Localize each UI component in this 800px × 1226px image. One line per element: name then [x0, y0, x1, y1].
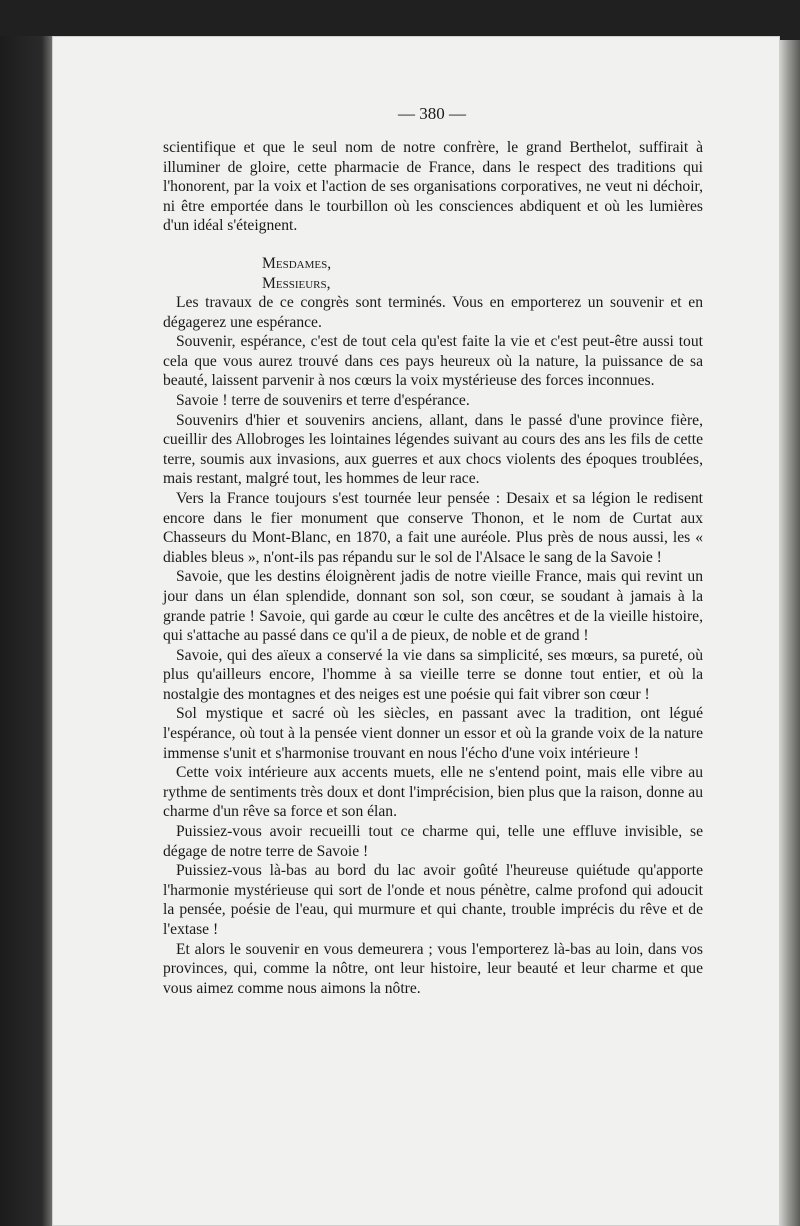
paragraph: Et alors le souvenir en vous demeurera ; vous l'emporterez là-bas au loin, dans vos provinces, qui, comme la nôtre, ont leur histoire, leur beauté et leur charme et que vous aimez comme nous aimons la nôtre.: [163, 940, 703, 997]
paragraph: Puissiez-vous avoir recueilli tout ce charme qui, telle une effluve invisible, se dégage de notre terre de Savoie !: [163, 823, 703, 860]
page-edge-shadow: [780, 40, 800, 1226]
page-number: — 380 —: [398, 104, 466, 123]
paragraph: Cette voix intérieure aux accents muets, elle ne s'entend point, mais elle vibre au rythme de sentiments très doux et dont l'imprécision, bien plus que la raison, donne au charme d'un rêve sa force et son élan.: [163, 764, 703, 821]
salutation-line-2: Messieurs,: [262, 274, 331, 292]
paragraph: Puissiez-vous là-bas au bord du lac avoir goûté l'heureuse quiétude qu'apporte l'harmonie mystérieuse qui sort de l'onde et nous pénètre, calme profond qui adoucit la pensée, poésie de l'eau, qui murmure et qui chante, trouble imprécis du rêve et de l'extase !: [163, 862, 703, 938]
scan-background-left: [0, 36, 52, 1226]
paragraph: Vers la France toujours s'est tournée leur pensée : Desaix et sa légion le redisent encore dans le fier monument que conserve Thonon, et le nom de Curtat aux Chasseurs du Mont-Blanc, en 1870, a fait une auréole. Plus près de nous aussi, les « diables bleus », n'ont-ils pas répandu sur le sol de l'Alsace le sang de la Savoie !: [163, 489, 703, 566]
salutation: [262, 254, 331, 293]
opening-paragraph: [163, 138, 703, 236]
paragraph: Sol mystique et sacré où les siècles, en passant avec la tradition, ont légué l'espérance, où tout à la pensée vient donner un essor et où la grande voix de la nature immense s'unit et s'harmonise trouvant en nous l'écho d'une voix intérieure !: [163, 705, 703, 762]
paragraph: Souvenir, espérance, c'est de tout cela qu'est faite la vie et c'est peut-être aussi tout cela que vous aurez trouvé dans ces pays heureux où la nature, la puissance de sa beauté, laissent parvenir à nos cœurs la voix mystérieuse des forces inconnues.: [163, 333, 703, 390]
paragraph: Souvenirs d'hier et souvenirs anciens, allant, dans le passé d'une province fière, cueillir des Allobroges les lointaines légendes suivant au cours des ans les fils de cette terre, soumis aux invasions, aux guerres et aux chocs violents des époques troublées, mais restant, malgré tout, les hommes de leur race.: [163, 411, 703, 488]
scan-background-top: [0, 0, 800, 40]
paragraph: Savoie ! terre de souvenirs et terre d'espérance.: [176, 391, 470, 409]
paragraph: Savoie, que les destins éloignèrent jadis de notre vieille France, mais qui revint un jour dans un élan splendide, donnant son sol, son cœur, se soudant à jamais à la grande patrie ! Savoie, qui garde au cœur le culte des ancêtres et de la vieille histoire, qui s'attache au passé dans ce qu'il a de pieux, de noble et de grand !: [163, 568, 703, 645]
paragraph: Savoie, qui des aïeux a conservé la vie dans sa simplicité, ses mœurs, sa pureté, où plus qu'ailleurs encore, l'homme à sa vieille terre se donne tout entier, et où la nostalgie des montagnes et des neiges est une poésie qui fait vibrer son cœur !: [163, 646, 703, 703]
salutation-line-1: Mesdames,: [262, 255, 332, 272]
main-text: [163, 293, 703, 998]
paragraph: Les travaux de ce congrès sont terminés. Vous en emporterez un souvenir et en dégagerez une espérance.: [163, 294, 703, 331]
paragraph-text: scientifique et que le seul nom de notre confrère, le grand Berthelot, suffirait à illuminer de gloire, cette pharmacie de France, dans le respect des traditions qui l'honorent, par la voix et l'action de ses organisations corporatives, ne veut ni déchoir, ni être emportée dans le tourbillon où les consciences abdiquent et où les lumières d'un idéal s'éteignent.: [163, 139, 703, 235]
